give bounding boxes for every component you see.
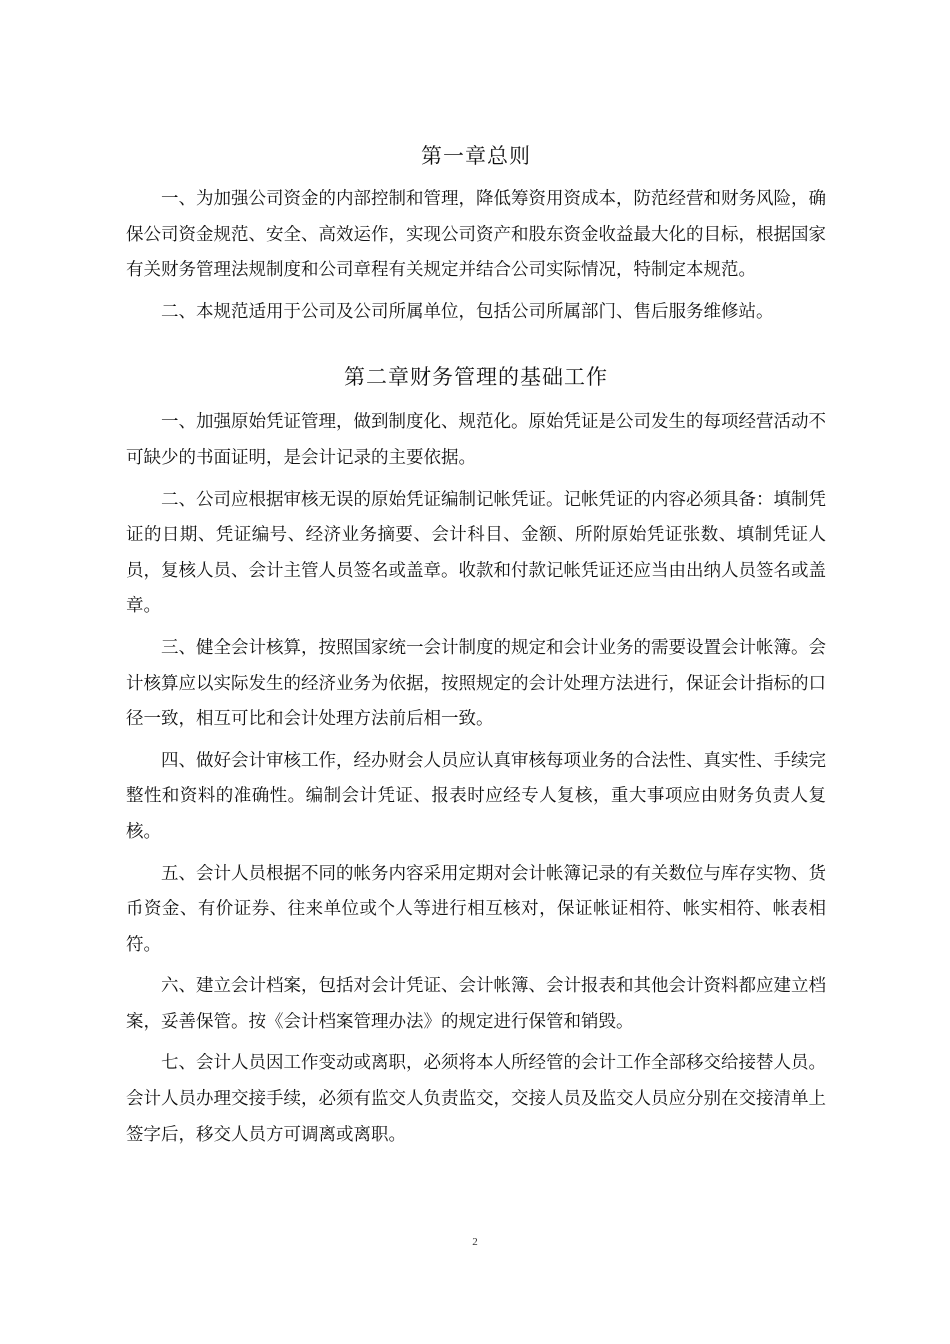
document-body	[126, 138, 826, 1159]
chapter-2-title: 第二章财务管理的基础工作	[344, 365, 608, 390]
chapter-1-title: 第一章总则	[421, 144, 531, 168]
chapter-2-paragraph-1: 一、加强原始凭证管理，做到制度化、规范化。原始凭证是公司发生的每项经营活动不可缺少的书面证明，是会计记录的主要依据。	[126, 412, 826, 468]
chapter-2-paragraph-4: 四、做好会计审核工作，经办财会人员应认真审核每项业务的合法性、真实性、手续完整性和资料的准确性。编制会计凭证、报表时应经专人复核，重大事项应由财务负责人复核。	[126, 750, 826, 842]
chapter-2-paragraph-6: 六、建立会计档案，包括对会计凭证、会计帐簿、会计报表和其他会计资料都应建立档案，妥善保管。按《会计档案管理办法》的规定进行保管和销毁。	[126, 976, 826, 1032]
page-number: 2	[472, 1236, 478, 1248]
chapter-2-paragraph-2: 二、公司应根据审核无误的原始凭证编制记帐凭证。记帐凭证的内容必须具备：填制凭证的日期、凭证编号、经济业务摘要、会计科目、金额、所附原始凭证张数、填制凭证人员，复核人员、会计主管人员签名或盖章。收款和付款记帐凭证还应当由出纳人员签名或盖章。	[126, 489, 826, 617]
chapter-1-paragraph-1: 一、为加强公司资金的内部控制和管理，降低筹资用资成本，防范经营和财务风险，确保公司资金规范、安全、高效运作，实现公司资产和股东资金收益最大化的目标，根据国家有关财务管理法规制度和公司章程有关规定并结合公司实际情况，特制定本规范。	[126, 189, 826, 281]
chapter-2-paragraph-7: 七、会计人员因工作变动或离职，必须将本人所经管的会计工作全部移交给接替人员。会计人员办理交接手续，必须有监交人负责监交，交接人员及监交人员应分别在交接清单上签字后，移交人员方可调离或离职。	[126, 1053, 826, 1145]
chapter-1-paragraph-2: 二、本规范适用于公司及公司所属单位，包括公司所属部门、售后服务维修站。	[161, 301, 774, 322]
chapter-2-paragraph-3: 三、健全会计核算，按照国家统一会计制度的规定和会计业务的需要设置会计帐簿。会计核算应以实际发生的经济业务为依据，按照规定的会计处理方法进行，保证会计指标的口径一致，相互可比和会计处理方法前后相一致。	[126, 637, 826, 730]
chapter-2-paragraph-5: 五、会计人员根据不同的帐务内容采用定期对会计帐簿记录的有关数位与库存实物、货币资金、有价证券、往来单位或个人等进行相互核对，保证帐证相符、帐实相符、帐表相符。	[126, 863, 826, 955]
